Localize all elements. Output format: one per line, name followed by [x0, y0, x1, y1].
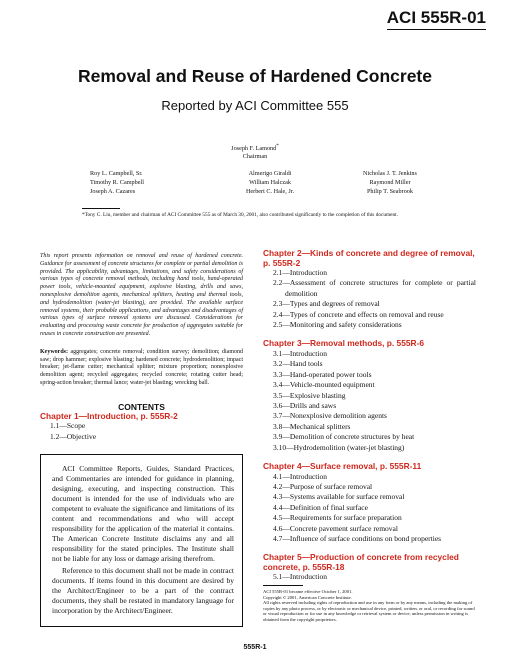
copyright-line: Copyright © 2001, American Concrete Institute.: [263, 594, 352, 600]
chair-name: Joseph F. Lamond: [231, 145, 277, 153]
right-column: [263, 249, 476, 592]
chapter-heading: Chapter 3—Removal methods, p. 555R-6: [263, 338, 425, 349]
toc-item: 3.6—Drills and saws: [273, 400, 337, 410]
keywords-label: Keywords:: [40, 348, 68, 355]
toc-item: 4.6—Concrete pavement surface removal: [273, 523, 398, 533]
chair-role: Chairman: [242, 153, 268, 161]
toc-list: [273, 472, 476, 545]
committee-members: [90, 170, 450, 195]
footnote-rule: [82, 208, 120, 209]
toc-item: 2.1—Introduction: [273, 268, 327, 277]
contents-heading: CONTENTS: [118, 401, 165, 412]
aci-notice-box: [40, 454, 243, 627]
chapter-heading: Chapter 2—Kinds of concrete and degree of removal, p. 555R-2: [263, 248, 475, 268]
notice-paragraph: Reference to this document shall not be made in contract documents. If items found in this document are desired by the Architect/Engineer to be a part of the contract documents, they shall be restated in mandatory language for incorporation by the Architect/Engineer.: [52, 566, 234, 616]
page-subtitle: Reported by ACI Committee 555: [161, 98, 349, 113]
toc-chapter-1: [40, 412, 243, 442]
chapter-heading: Chapter 4—Surface removal, p. 555R-11: [263, 461, 422, 471]
toc-item: 1.1—Scope: [50, 421, 86, 431]
member-name: Philip T. Seabrook: [366, 188, 413, 195]
toc-item: 3.7—Nonexplosive demolition agents: [273, 411, 387, 421]
effective-date: ACI 555R-01 became effective October 1, 2001.: [263, 589, 353, 594]
copyright-note: [263, 585, 476, 623]
toc-item: 3.5—Explosive blasting: [273, 390, 346, 400]
toc-item: 1.2—Objective: [50, 431, 97, 441]
chapter-heading: Chapter 1—Introduction, p. 555R-2: [40, 410, 178, 421]
toc-item: 2.2—Assessment of concrete structures for complete or partial demolition: [273, 278, 476, 298]
member-name: Joseph A. Cazares: [90, 188, 136, 195]
left-column: [40, 253, 243, 627]
toc-item: 3.4—Vehicle-mounted equipment: [273, 380, 375, 390]
toc-item: 3.2—Hand tools: [273, 359, 323, 369]
toc-item: 3.8—Mechanical splitters: [273, 421, 351, 431]
toc-chapter-3: [263, 339, 476, 453]
toc-item: 4.3—Systems available for surface removal: [273, 492, 405, 502]
toc-item: 3.1—Introduction: [273, 348, 327, 358]
rights-statement: All rights reserved including rights of reproduction and use in any form or by any means, including the making of copies by any photo process, or by electronic or mechanical device, printed, written, or oral, or recording for sound or visual reproduction or for use in any knowledge or retrieval system or device, unless permission in writing is obtained from the copyright proprietors.: [263, 600, 475, 622]
toc-item: 4.4—Definition of final surface: [273, 502, 368, 512]
toc-list: [273, 268, 476, 330]
footnote-rule: [263, 585, 303, 586]
member-name: Raymond Miller: [369, 179, 411, 186]
member-name: William Halczak: [249, 179, 291, 186]
chair-footnote-text: *Tony C. Liu, member and chairman of ACI Committee 555 as of March 30, 2001, also contributed significantly to the completion of this document.: [82, 212, 398, 218]
toc-chapter-2: [263, 249, 476, 330]
toc-chapter-4: [263, 462, 476, 544]
chair-footnote-mark: *: [276, 143, 279, 149]
toc-item: 4.7—Influence of surface conditions on bond properties: [273, 533, 442, 543]
member-name: Almerigo Giraldi: [248, 170, 292, 177]
abstract: This report presents information on removal and reuse of hardened concrete. Guidance for assessment of concrete structures for complete or partial demolition is provided. The applicability, advantages, limitations, and safety considerations of various types of concrete removal methods, including hand tools, hand-operated power tools, vehicle-mounted equipment, explosive blasting, drills and saws, nonexplosive demolition agents, mechanical splitters, heating and thermal tools, and hydrodemolition (water-jet blasting), are provided. The available surface removal systems, their probable applications, and advantages and disadvantages of various types of surface removal systems are discussed. Considerations for evaluating and processing waste concrete for production of aggregates suitable for reuses in concrete construction are presented.: [40, 253, 243, 337]
toc-item: 2.4—Types of concrete and effects on removal and reuse: [273, 309, 444, 319]
document-id: ACI 555R-01: [387, 8, 486, 30]
toc-item: 4.2—Purpose of surface removal: [273, 481, 373, 491]
toc-item: 2.5—Monitoring and safety considerations: [273, 320, 402, 330]
chapter-heading: Chapter 5—Production of concrete from recycled concrete, p. 555R-18: [263, 552, 459, 572]
member-name: Nicholas J. T. Jenkins: [363, 170, 417, 177]
toc-item: 3.9—Demolition of concrete structures by heat: [273, 432, 415, 442]
member-name: Timothy R. Campbell: [90, 179, 144, 186]
member-name: Roy L. Campbell, Sr.: [90, 170, 143, 177]
toc-item: 5.1—Introduction: [273, 572, 327, 582]
toc-list: [50, 421, 243, 442]
toc-list: [273, 349, 476, 453]
page-number: 555R-1: [243, 644, 267, 651]
toc-chapter-5: [263, 553, 476, 582]
chair-block: [0, 142, 510, 161]
member-name: Herbert C. Hale, Jr.: [245, 188, 295, 195]
chair-name-line: [0, 142, 510, 153]
toc-item: 4.5—Requirements for surface preparation: [273, 513, 402, 523]
toc-item: 4.1—Introduction: [273, 471, 327, 481]
toc-item: 3.3—Hand-operated power tools: [273, 369, 372, 379]
toc-item: 2.3—Types and degrees of removal: [273, 299, 380, 309]
toc-list: [273, 572, 476, 582]
keywords: [40, 349, 243, 388]
notice-paragraph: ACI Committee Reports, Guides, Standard Practices, and Commentaries are intended for guidance in planning, designing, executing, and inspecting construction. This document is intended for the use of individuals who are competent to evaluate the significance and limitations of its content and recommendations and who will accept responsibility for the application of the material it contains. The American Concrete Institute disclaims any and all responsibility for the stated principles. The Institute shall not be liable for any loss or damage arising therefrom.: [52, 464, 234, 564]
chair-footnote: [82, 208, 452, 219]
toc-item: 3.10—Hydrodemolition (water-jet blasting): [273, 442, 405, 452]
keywords-text: aggregates; concrete removal; condition survey; demolition; diamond saw; drop hammer; explosive blasting; hardened concrete; hydrodemolition; impact breaker; jet-flame cutter; mechanical splitter; mixture proportion; nonexplosive demolition agent; recycled aggregates; recycled concrete; rotating cutter head; spring-action breaker; thermal lance; water-jet blasting; wrecking ball.: [40, 348, 244, 386]
page-title: Removal and Reuse of Hardened Concrete: [78, 66, 432, 86]
